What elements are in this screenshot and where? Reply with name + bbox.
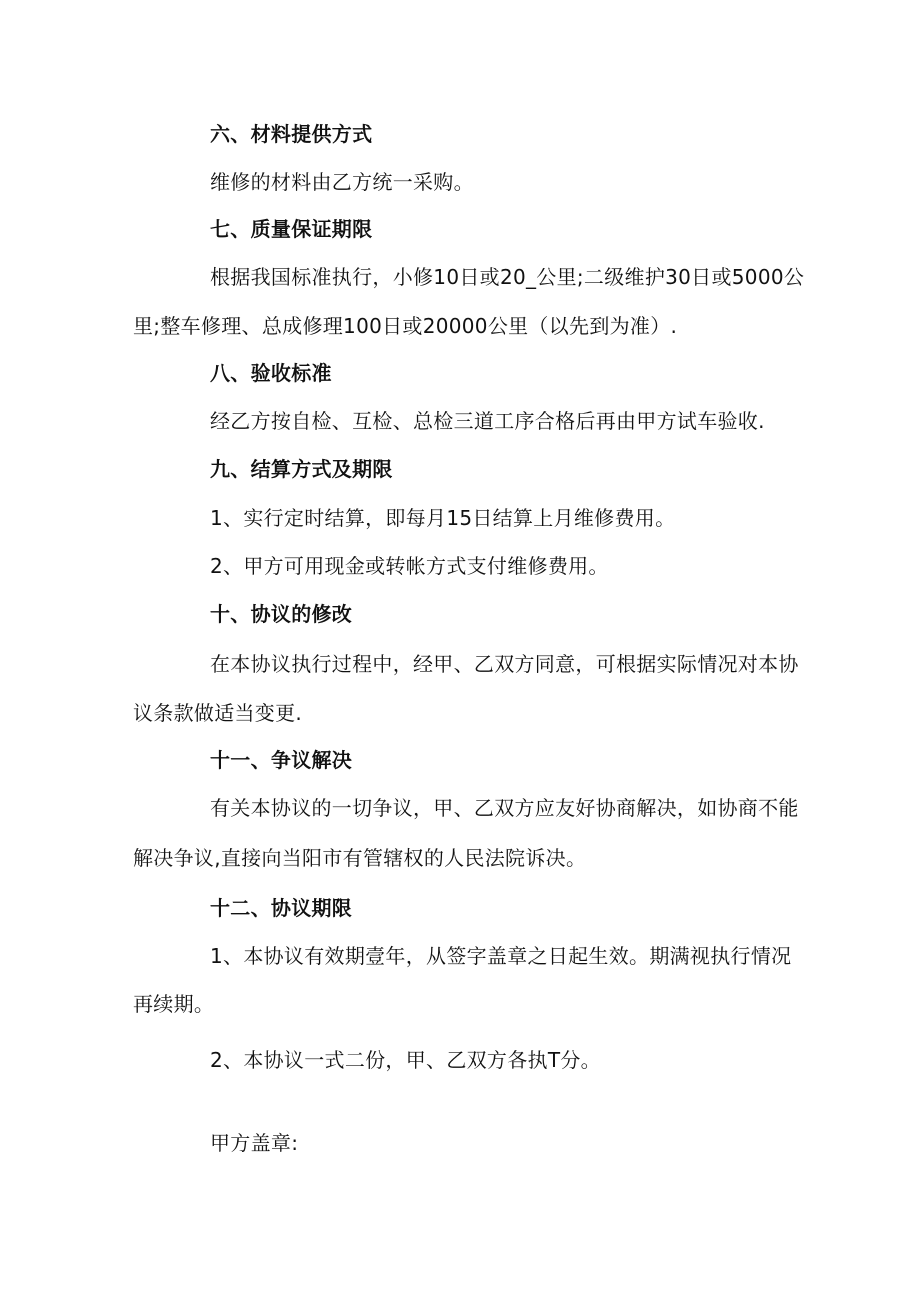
section-7-paragraph-line-2: 里;整车修理、总成修理100日或20000公里（以先到为准）. bbox=[133, 314, 678, 338]
section-11-paragraph-line-1: 有关本协议的一切争议，甲、乙双方应友好协商解决，如协商不能 bbox=[210, 796, 799, 820]
section-12-item-2: 2、本协议一式二份，甲、乙双方各执T分。 bbox=[210, 1048, 601, 1072]
section-8-heading: 八、验收标准 bbox=[210, 361, 332, 385]
section-10-heading: 十、协议的修改 bbox=[210, 602, 353, 626]
section-12-heading: 十二、协议期限 bbox=[210, 896, 353, 920]
section-10-paragraph-line-1: 在本协议执行过程中，经甲、乙双方同意，可根据实际情况对本协 bbox=[210, 652, 799, 676]
section-10-paragraph-line-2: 议条款做适当变更. bbox=[133, 701, 303, 725]
section-6-paragraph: 维修的材料由乙方统一采购。 bbox=[210, 170, 474, 194]
section-7-paragraph-line-1: 根据我国标准执行，小修10日或20_公里;二级维护30日或5000公 bbox=[210, 265, 805, 289]
party-a-seal-label: 甲方盖章: bbox=[210, 1131, 299, 1155]
section-6-heading: 六、材料提供方式 bbox=[210, 122, 373, 146]
section-9-heading: 九、结算方式及期限 bbox=[210, 457, 393, 481]
section-9-item-2: 2、甲方可用现金或转帐方式支付维修费用。 bbox=[210, 554, 609, 578]
section-12-item-1-line-1: 1、本协议有效期壹年，从签字盖章之日起生效。期满视执行情况 bbox=[210, 944, 792, 968]
section-7-heading: 七、质量保证期限 bbox=[210, 217, 373, 241]
section-11-heading: 十一、争议解决 bbox=[210, 748, 353, 772]
section-9-item-1: 1、实行定时结算，即每月15日结算上月维修费用。 bbox=[210, 506, 676, 530]
section-11-paragraph-line-2: 解决争议,直接向当阳市有管辖权的人民法院诉决。 bbox=[133, 846, 587, 870]
section-8-paragraph: 经乙方按自检、互检、总检三道工序合格后再由甲方试车验收. bbox=[210, 409, 765, 433]
section-12-item-1-line-2: 再续期。 bbox=[133, 992, 215, 1016]
